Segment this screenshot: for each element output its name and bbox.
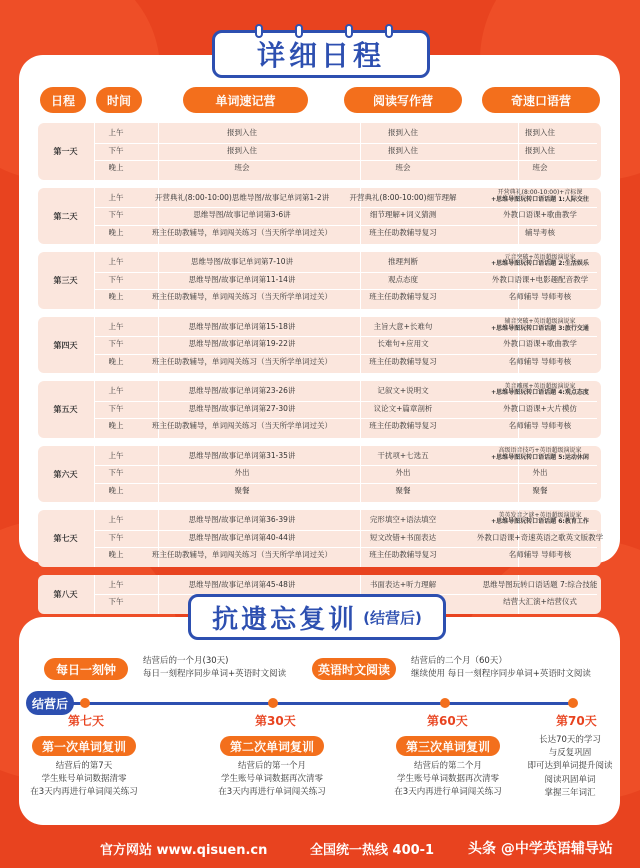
reading-text-line: 继续使用 每日一刻程序同步单词+英语时文阅读 [411, 669, 591, 680]
column-divider [94, 188, 95, 245]
time-cell: 上午 [108, 321, 124, 331]
reading-text [411, 655, 591, 681]
activity-cell: 外教口语课+奇速英语之歌英文版教学 [476, 532, 604, 542]
activity-line: 辅音突破+英语超级演说家 [504, 318, 576, 325]
activity-cell: 记叙文+说明文 [377, 386, 429, 395]
activity-cell: 开营典礼(8:00-10:00)细节理解 [349, 192, 457, 202]
schedule-title-banner [212, 30, 430, 78]
column-divider [94, 123, 95, 180]
activity-cell: 思维导图/故事记单词第19-22讲 [188, 339, 296, 348]
activity-cell: 班主任助教辅导复习 [369, 550, 437, 559]
activity-cell: 外教口语课+大片模仿 [503, 403, 577, 413]
activity-cell: 长难句+应用文 [377, 339, 429, 348]
activity-cell: 班主任助教辅导复习 [369, 421, 437, 430]
milestone-label: 第30天 [255, 714, 296, 728]
activity-cell: 报到入住 [525, 128, 555, 137]
header-vocab-camp: 单词速记营 [183, 87, 308, 113]
day-block [38, 188, 601, 245]
milestone-label: 第60天 [427, 714, 468, 728]
day-label: 第四天 [53, 340, 78, 350]
activity-cell: 报到入住 [388, 128, 418, 137]
activity-cell: 思维导图/故事记单词第7-10讲 [190, 257, 294, 266]
activity-cell: 思维导图/故事记单词第31-35讲 [188, 450, 296, 460]
time-cell: 下午 [108, 210, 124, 219]
day-block [38, 252, 601, 309]
row-divider [94, 289, 597, 290]
activity-cell: 议论文+篇章剖析 [373, 403, 433, 413]
activity-line: +思维导图玩转口语话题 2:生活娱乐 [491, 260, 589, 268]
time-cell: 下午 [108, 597, 124, 606]
header-reading-camp: 阅读写作营 [344, 87, 462, 113]
review-title-banner [188, 594, 446, 640]
timeline-dot [568, 698, 578, 708]
timeline-dot [268, 698, 278, 708]
activity-cell: 思维导图/故事记单词第36-39讲 [188, 515, 296, 524]
review-1-pill: 第一次单词复训 [32, 736, 136, 756]
activity-cell: 班主任助教辅导，单词闯关练习（当天所学单词过关） [152, 227, 332, 237]
day-block [38, 446, 601, 503]
activity-cell: 思维导图/故事记单词第3-6讲 [193, 210, 291, 219]
activity-cell: 名师辅导 导师考核 [508, 292, 572, 301]
activity-cell: 思维导图玩转口语话题 7:综合技能 [482, 579, 598, 589]
activity-cell: 名师辅导 导师考核 [508, 356, 572, 366]
column-divider [94, 381, 95, 438]
activity-cell [460, 190, 620, 204]
activity-cell: 思维导图/故事记单词第45-48讲 [188, 579, 296, 589]
day-label: 第二天 [53, 211, 78, 221]
milestone-label: 第70天 [556, 714, 597, 728]
column-divider [94, 252, 95, 309]
daily-text [143, 655, 286, 681]
activity-cell: 思维导图/故事记单词第23-26讲 [188, 386, 296, 395]
time-cell: 上午 [108, 257, 124, 266]
after-camp-pill: 结营后 [26, 691, 74, 715]
time-cell: 上午 [108, 128, 124, 137]
activity-cell: 班主任助教辅导，单词闯关练习（当天所学单词过关） [152, 550, 332, 559]
timeline-dot [80, 698, 90, 708]
binder-ring [295, 24, 303, 38]
activity-cell: 外出 [532, 468, 548, 477]
activity-line: +思维导图玩转口语话题 1:人际交往 [491, 195, 589, 203]
activity-cell: 班会 [234, 163, 250, 172]
activity-cell: 班主任助教辅导复习 [369, 356, 437, 366]
activity-cell: 外教口语课+电影趣配音教学 [491, 274, 589, 284]
review-1-line: 学生账号单词数据清零 [41, 774, 127, 785]
row-divider [94, 465, 597, 466]
day-label: 第八天 [53, 590, 78, 599]
activity-cell: 外出 [395, 468, 411, 477]
timeline-line [70, 702, 570, 705]
row-divider [94, 336, 597, 337]
activity-cell: 细节理解+词义猜测 [369, 210, 437, 219]
daily-text-line: 每日一刻程序同步单词+英语时文阅读 [143, 669, 287, 680]
day-label: 第七天 [53, 534, 78, 544]
time-cell: 晚上 [108, 356, 124, 366]
activity-cell: 班主任助教辅导，单词闯关练习（当天所学单词过关） [152, 356, 332, 366]
hotline: 全国统一热线 400-1 [310, 842, 435, 858]
time-cell: 上午 [108, 386, 124, 395]
activity-cell: 报到入住 [227, 145, 257, 155]
activity-line: 美音雕琢+英语超级演说家 [504, 382, 576, 390]
activity-cell [460, 513, 620, 527]
activity-cell [460, 255, 620, 269]
activity-line: +思维导图玩转口语话题 3:旅行交通 [491, 324, 589, 332]
activity-cell: 班主任助教辅导复习 [369, 227, 437, 237]
activity-cell: 思维导图/故事记单词第11-14讲 [188, 274, 296, 284]
activity-cell: 外出 [234, 468, 250, 477]
activity-cell: 班主任助教辅导，单词闯关练习（当天所学单词过关） [152, 421, 332, 430]
day-block [38, 510, 604, 567]
activity-line: +思维导图玩转口语话题 5:运动休闲 [491, 453, 589, 461]
final-line: 即可达到单词提升阅读 [527, 761, 613, 772]
activity-line: 美英发音之谜+英语超级演说家 [498, 511, 582, 519]
review-2-line: 在3天内再进行单词闯关练习 [218, 787, 326, 798]
time-cell: 晚上 [108, 421, 124, 430]
row-divider [94, 354, 597, 355]
activity-cell: 书面表达+听力理解 [369, 579, 437, 589]
time-cell: 晚上 [108, 550, 124, 559]
row-divider [94, 401, 597, 402]
activity-cell: 名师辅导 导师考核 [508, 421, 572, 430]
activity-cell: 报到入住 [227, 128, 257, 137]
time-cell: 晚上 [108, 485, 124, 495]
final-line: 长达70天的学习 [539, 735, 601, 745]
row-divider [94, 530, 597, 531]
watermark: 头条 @中学英语辅导站 [468, 841, 613, 857]
row-divider [94, 272, 597, 273]
header-speaking-camp: 奇速口语营 [482, 87, 600, 113]
activity-cell: 观点态度 [388, 274, 418, 284]
activity-cell: 辅导考核 [525, 227, 555, 237]
time-cell: 下午 [108, 468, 124, 477]
time-cell: 上午 [108, 515, 124, 524]
review-title: 抗遗忘复训 [212, 604, 358, 635]
row-divider [94, 547, 597, 548]
review-2-line: 学生账号单词数据再次清零 [220, 774, 323, 785]
reading-text-line: 结营后的二个月（60天） [411, 656, 507, 666]
time-cell: 下午 [108, 532, 124, 542]
activity-cell: 聚餐 [234, 485, 250, 495]
time-cell: 晚上 [108, 292, 124, 301]
activity-cell: 开营典礼(8:00-10:00)思维导图/故事记单词第1-2讲 [154, 192, 330, 202]
daily-pill: 每日一刻钟 [44, 658, 128, 680]
review-3-text [386, 760, 510, 800]
activity-cell: 思维导图/故事记单词第15-18讲 [188, 321, 296, 331]
activity-cell: 班主任助教辅导复习 [369, 292, 437, 301]
activity-cell [460, 448, 620, 462]
time-cell: 晚上 [108, 163, 124, 172]
review-3-line: 在3天内再进行单词闯关练习 [394, 787, 502, 798]
time-cell: 下午 [108, 274, 124, 284]
review-subtitle: (结营后) [363, 608, 422, 627]
row-divider [94, 483, 597, 484]
activity-line: +思维导图玩转口语话题 4:观点态度 [491, 389, 589, 397]
header-time: 时间 [96, 87, 142, 113]
official-site[interactable]: 官方网站 www.qisuen.cn [100, 842, 268, 858]
column-divider [94, 510, 95, 567]
row-divider [94, 143, 597, 144]
activity-cell: 主旨大意+长难句 [373, 321, 433, 331]
activity-cell: 短文改错+书面表达 [369, 532, 437, 542]
row-divider [94, 207, 597, 208]
activity-cell: 结营大汇演+结营仪式 [503, 597, 577, 606]
day-block [38, 381, 601, 438]
binder-ring [255, 24, 263, 38]
review-1-text [24, 760, 144, 800]
column-divider [94, 446, 95, 503]
header-day: 日程 [40, 87, 86, 113]
activity-cell: 外教口语课+歌曲教学 [503, 339, 577, 348]
binder-ring [385, 24, 393, 38]
final-line: 掌握三年词汇 [544, 787, 596, 798]
activity-cell: 完形填空+语法填空 [369, 515, 437, 524]
row-divider [94, 418, 597, 419]
row-divider [94, 160, 597, 161]
column-divider [94, 317, 95, 374]
activity-line: 开营典礼(8:00-10:00)+音标课 [497, 189, 583, 196]
review-2-pill: 第二次单词复训 [220, 736, 324, 756]
day-label: 第六天 [53, 469, 78, 479]
review-2-text [210, 760, 334, 800]
review-1-line: 结营后的第7天 [55, 761, 113, 771]
activity-cell: 外教口语课+歌曲教学 [503, 210, 577, 219]
day-block [38, 123, 601, 180]
activity-cell [460, 319, 620, 333]
day-label: 第五天 [53, 405, 78, 415]
daily-text-line: 结营后的一个月(30天) [143, 656, 229, 666]
activity-cell: 聚餐 [532, 485, 548, 495]
review-2-line: 结营后的第一个月 [237, 761, 306, 771]
time-cell: 上午 [108, 579, 124, 589]
schedule-title: 详细日程 [256, 39, 385, 72]
time-cell: 下午 [108, 145, 124, 155]
time-cell: 上午 [108, 192, 124, 202]
review-3-line: 结营后的第二个月 [413, 761, 482, 771]
time-cell: 下午 [108, 339, 124, 348]
activity-cell: 干扰项+七选五 [377, 450, 429, 460]
activity-cell: 报到入住 [525, 145, 555, 155]
activity-cell: 班主任助教辅导，单词闯关练习（当天所学单词过关） [152, 292, 332, 301]
binder-ring [345, 24, 353, 38]
activity-line: +思维导图玩转口语话题 6:教育工作 [491, 518, 589, 526]
footer [0, 828, 640, 868]
timeline-dot [440, 698, 450, 708]
day-block [38, 317, 601, 374]
activity-cell: 思维导图/故事记单词第27-30讲 [188, 403, 296, 413]
activity-cell: 名师辅导 导师考核 [508, 550, 572, 559]
final-summary [520, 734, 620, 800]
time-cell: 上午 [108, 450, 124, 460]
activity-cell: 推理判断 [388, 257, 418, 266]
activity-cell: 思维导图/故事记单词第40-44讲 [188, 532, 296, 542]
day-label: 第一天 [53, 147, 78, 157]
time-cell: 下午 [108, 403, 124, 413]
day-label: 第三天 [53, 276, 78, 286]
activity-line: 高级语音技巧+英语超级演说家 [498, 447, 582, 454]
final-line: 阅读巩固单词 [544, 774, 596, 785]
review-1-line: 在3天内再进行单词闯关练习 [30, 787, 138, 798]
time-cell: 晚上 [108, 227, 124, 237]
activity-cell [460, 384, 620, 398]
activity-cell: 班会 [395, 163, 411, 172]
reading-pill: 英语时文阅读 [312, 658, 396, 680]
review-3-line: 学生账号单词数据再次清零 [396, 774, 499, 785]
review-3-pill: 第三次单词复训 [396, 736, 500, 756]
activity-line: 元音突破+英语超级演说家 [504, 253, 576, 261]
milestone-label: 第七天 [68, 714, 105, 728]
activity-cell: 报到入住 [388, 145, 418, 155]
activity-cell: 聚餐 [395, 485, 411, 495]
activity-cell: 班会 [532, 163, 548, 172]
final-line: 与反复巩固 [548, 748, 592, 759]
row-divider [94, 225, 597, 226]
